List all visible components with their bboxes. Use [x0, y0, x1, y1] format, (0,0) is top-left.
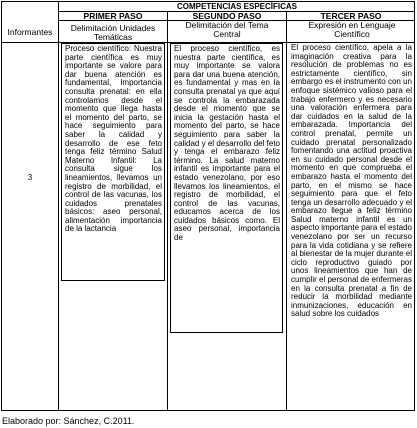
competencias-table — [1, 1, 415, 411]
primer-paso-box — [61, 43, 165, 281]
segundo-paso-subtitle: Delimitación del Tema Central — [185, 21, 269, 39]
segundo-paso-text: El proceso científico, es nuestra parte científica, es muy importante se valora para dar una buena atención, es fundamental y mas en la consulta prenatal ya que aquí se controla la embarazada desde el momento que se inicia la gestación hasta el momento del parto, se hace seguimiento para saber la calidad y el desarrollo del feto y tenga el embarazo feliz término. La salud materno infantil es importante para el estado venezolano, por eso llevamos los lineamientos, el registro de morbilidad, el control de las vacunas, educamos acerca de los cuidados básicos como. El aseo personal, importancia de — [174, 44, 280, 243]
informantes-header: Informantes — [7, 28, 53, 37]
tercer-paso-title: TERCER PASO — [320, 12, 382, 21]
tercer-paso-box — [288, 43, 414, 410]
footer-credit: Elaborado por: Sánchez, C.2011. — [2, 416, 135, 426]
tercer-paso-subtitle: Expresión en Lenguaje Científico — [308, 21, 396, 39]
segundo-paso-title: SEGUNDO PASO — [192, 12, 262, 21]
tercer-paso-text: El proceso científico, apela a la imaginación creativa para la resolución de problemas no es estrictamente científico, sin embargo es el instrumento con un enfoque sistémico valioso para el trabajo enfermero y es necesario una valoración enfermera para dar cuidados en la salud de la embarazada. Importancia del control prenatal, permite un cuidado prenatal personalizado fomentando una actitud proactiva en su cuidado personal desde el momento en que comprueba el embarazo hasta el momento del parto, en el mismo se hace seguimiento para que el feto tenga un desarrollo adecuado y el embarazo llegue a feliz término Salud materno infantil es un aspecto importante para el estado venezolano por ser un recurso para la vida cotidiana y se refiere al bienestar de la mujer durante el ciclo reproductivo guiado por unos lineamientos que han de cumplir el personal de enfermeras en la consulta prenatal a fin de reducir la morbilidad mediante inmunizaciones, educación en salud sobre los cuidados — [291, 43, 412, 319]
primer-paso-text: Proceso científico: Nuestra parte científica es muy importante se valore para dar buena atención es fundamental, Importancia consulta prenatal: en ella controlamos desde el momento que llega hasta el momento del parto, se hace seguimiento para saber la calidad y desarrollo de ese feto tenga feliz término Salud Materno Infantil: La consulta sigue los lineamientos, llevamos un registro de morbilidad, el control de las vacunas, los cuidados prenatales básicos: aseo personal, alimentación importancia de la lactancia — [65, 44, 162, 234]
col-divider — [58, 2, 59, 410]
primer-paso-title: PRIMER PASO — [83, 12, 143, 21]
segundo-paso-box — [170, 43, 283, 333]
informante-id: 3 — [27, 173, 33, 182]
primer-paso-subtitle: Delimitación Unidades Temáticas — [70, 23, 156, 42]
super-header: COMPETENCIAS ESPECÍFICAS — [176, 2, 297, 11]
col-divider — [286, 11, 287, 410]
col-divider — [167, 11, 168, 410]
